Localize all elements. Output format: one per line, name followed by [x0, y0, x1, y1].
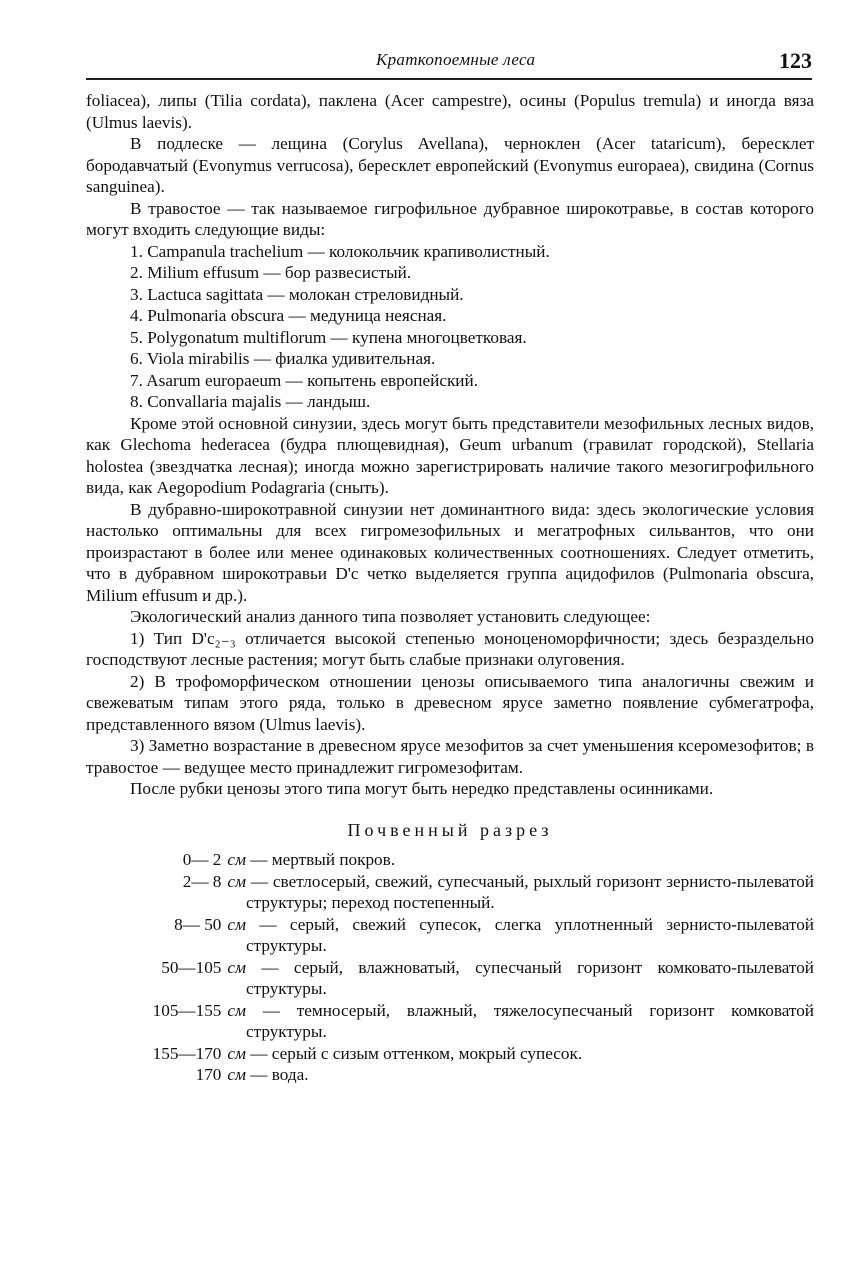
soil-description: серый с сизым оттенком, мокрый супесок.: [271, 1043, 583, 1063]
section-title: Почвенный разрез: [347, 819, 553, 840]
soil-row: 105—155 см — темносерый, влажный, тяжелосупесчаный горизонт комковатой структуры.: [152, 1000, 814, 1041]
paragraph: 1) Тип D'c₂₋₃ отличается высокой степенью моноценоморфичности; здесь безраздельно господствуют лесные растения; могут быть слабые признаки олуговения.: [86, 628, 814, 669]
soil-description: светлосерый, свежий, супесчаный, рыхлый горизонт зернисто-пылеватой структуры; переход постепенный.: [246, 871, 814, 912]
paragraph: 2) В трофоморфическом отношении ценозы описываемого типа аналогичны свежим и свежеватым типам этого ряда, только в древесном ярусе заметно появление субмегатрофа, представленного вязом (Ulmus laevis).: [86, 671, 814, 734]
soil-unit: см: [227, 914, 246, 934]
soil-row: 170 см — вода.: [195, 1065, 309, 1084]
soil-depth: 170: [195, 1065, 222, 1084]
paragraph: В подлеске — лещина (Corylus Avellana), чернoклен (Acer tataricum), бересклет бородавчатый (Evonymus verrucosa), бересклет европейский (Evonymus europaea), свидина (Cornus sanguinea).: [86, 134, 814, 196]
page-number: 123: [779, 48, 812, 73]
list-item: 3. Lactuca sagittata — молокан стреловидный.: [130, 284, 464, 304]
running-title: Краткопоемные леса: [376, 50, 536, 69]
paragraph: foliacea), липы (Tilia cordata), паклена (Acer campestre), осины (Populus tremula) и иногда вяза (Ulmus laevis).: [86, 91, 814, 132]
soil-row: 2— 8 см — светлосерый, свежий, супесчаный, рыхлый горизонт зернисто-пылеватой структуры; переход постепенный.: [182, 871, 814, 912]
soil-unit: см: [227, 1043, 246, 1063]
list-item: 5. Polygonatum multiflorum — купена многоцветковая.: [130, 327, 527, 347]
soil-depth: 0— 2: [182, 850, 222, 869]
list-item: 4. Pulmonaria obscura — медуница неясная.: [130, 306, 447, 325]
soil-unit: см: [227, 1000, 246, 1020]
list-item: 1. Campanula trachelium — колокольчик крапиволистный.: [130, 241, 550, 261]
list-item: 7. Asarum europaeum — копытень европейский.: [130, 370, 479, 390]
soil-depth: 8— 50: [174, 914, 222, 934]
soil-unit: см: [227, 850, 246, 869]
list-item: 6. Viola mirabilis — фиалка удивительная.: [130, 349, 436, 368]
soil-profile: [86, 849, 814, 1086]
soil-row: 0— 2 см — мертвый покров.: [182, 850, 396, 869]
list-item: 8. Convallaria majalis — ландыш.: [130, 392, 371, 411]
soil-description: темносерый, влажный, тяжелосупесчаный горизонт комковатой структуры.: [246, 1000, 814, 1041]
soil-description: мертвый покров.: [271, 850, 396, 869]
paragraph: В дубравно-широкотравной синузии нет доминантного вида: здесь экологические условия настолько оптимальны для всех гигромезофильных и мегатрофных сильвантов, что они произрастают в более или менее одинаковых количественных соотношениях. Следует отметить, что в дубравном широкотравьи D'c четко выделяется группа ацидофилов (Pulmonaria obscura, Milium effusum и др.).: [86, 499, 814, 605]
list-item: 2. Milium effusum — бор развесистый.: [130, 263, 412, 282]
soil-unit: см: [227, 1065, 246, 1084]
soil-row: 155—170 см — серый с сизым оттенком, мокрый супесок.: [152, 1043, 583, 1063]
paragraph: Экологический анализ данного типа позволяет установить следующее:: [130, 607, 651, 626]
soil-row: 8— 50 см — серый, свежий супесок, слегка уплотненный зернисто-пылеватой структуры.: [174, 914, 815, 955]
paragraph: 3) Заметно возрастание в древесном ярусе мезофитов за счет уменьшения ксеромезофитов; в травостое — ведущее место принадлежит гигромезофитам.: [86, 736, 814, 777]
soil-description: вода.: [271, 1065, 309, 1084]
paragraph: В травостое — так называемое гигрофильное дубравное широкотравье, в состав которого могут входить следующие виды:: [86, 198, 814, 239]
soil-unit: см: [227, 957, 246, 977]
page-header: [86, 48, 812, 76]
header-rule: [86, 78, 812, 80]
soil-description: серый, свежий супесок, слегка уплотненный зернисто-пылеватой структуры.: [246, 914, 815, 955]
page-body: [86, 90, 814, 1086]
soil-row: 50—105 см — серый, влажноватый, супесчаный горизонт комковато-пылеватой структуры.: [161, 957, 814, 998]
soil-depth: 155—170: [152, 1043, 222, 1063]
species-list: [86, 241, 814, 413]
soil-depth: 2— 8: [182, 871, 222, 891]
paragraph: Кроме этой основной синузии, здесь могут быть представители мезофильных лесных видов, как Glechoma hederacea (будра плющевидная), Geum urbanum (гравилат городской), Stellaria holostea (звездчатка лесная); иногда можно зарегистрировать наличие такого мезогигрофильного вида, как Aegopodium Podagraria (сныть).: [86, 413, 814, 497]
soil-depth: 50—105: [161, 957, 222, 977]
soil-unit: см: [227, 871, 246, 891]
paragraph: После рубки ценозы этого типа могут быть нередко представлены осинниками.: [130, 779, 714, 798]
soil-depth: 105—155: [152, 1000, 222, 1020]
soil-description: серый, влажноватый, супесчаный горизонт комковато-пылеватой структуры.: [246, 957, 814, 998]
